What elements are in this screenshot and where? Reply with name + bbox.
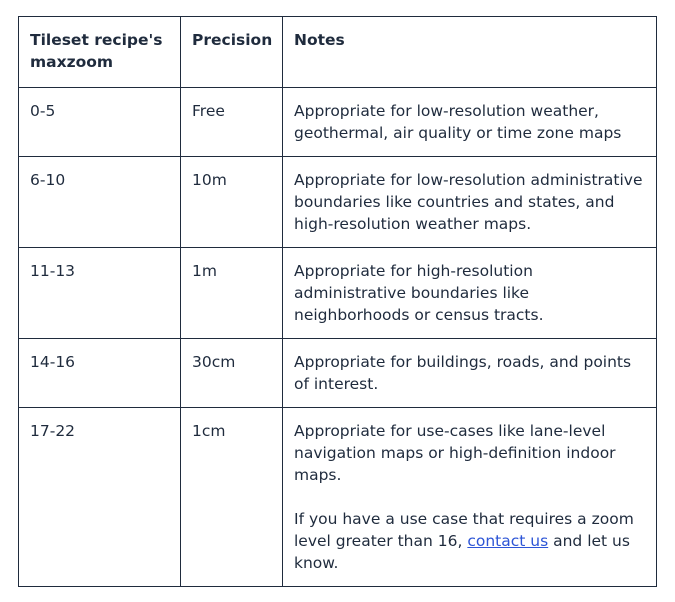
table-row (19, 248, 657, 339)
note-text: Appropriate for use-cases like lane-level navigation maps or high-definition indoor maps. (294, 422, 616, 484)
contact-note-before: If you have a use case that requires a zoom level greater than 16, (294, 510, 634, 550)
cell-notes: Appropriate for low-resolution administrative boundaries like countries and states, and high-resolution weather maps. (283, 157, 657, 248)
header-maxzoom: Tileset recipe's maxzoom (19, 17, 181, 88)
table-row (19, 157, 657, 248)
header-notes: Notes (283, 17, 657, 88)
cell-maxzoom: 11-13 (19, 248, 181, 339)
cell-notes (283, 408, 657, 587)
contact-note (294, 508, 645, 574)
cell-notes: Appropriate for low-resolution weather, geothermal, air quality or time zone maps (283, 88, 657, 157)
cell-maxzoom: 0-5 (19, 88, 181, 157)
cell-precision: 10m (181, 157, 283, 248)
cell-maxzoom: 14-16 (19, 339, 181, 408)
cell-precision: 30cm (181, 339, 283, 408)
precision-table (18, 16, 657, 587)
table-header-row (19, 17, 657, 88)
table-row (19, 339, 657, 408)
cell-notes: Appropriate for high-resolution administrative boundaries like neighborhoods or census tracts. (283, 248, 657, 339)
cell-precision: 1cm (181, 408, 283, 587)
table-row (19, 88, 657, 157)
contact-us-link[interactable]: contact us (467, 532, 549, 550)
cell-precision: Free (181, 88, 283, 157)
header-precision: Precision (181, 17, 283, 88)
cell-maxzoom: 6-10 (19, 157, 181, 248)
cell-precision: 1m (181, 248, 283, 339)
table-row (19, 408, 657, 587)
cell-notes: Appropriate for buildings, roads, and points of interest. (283, 339, 657, 408)
contact-note-after: and let us know. (294, 532, 630, 572)
cell-maxzoom: 17-22 (19, 408, 181, 587)
